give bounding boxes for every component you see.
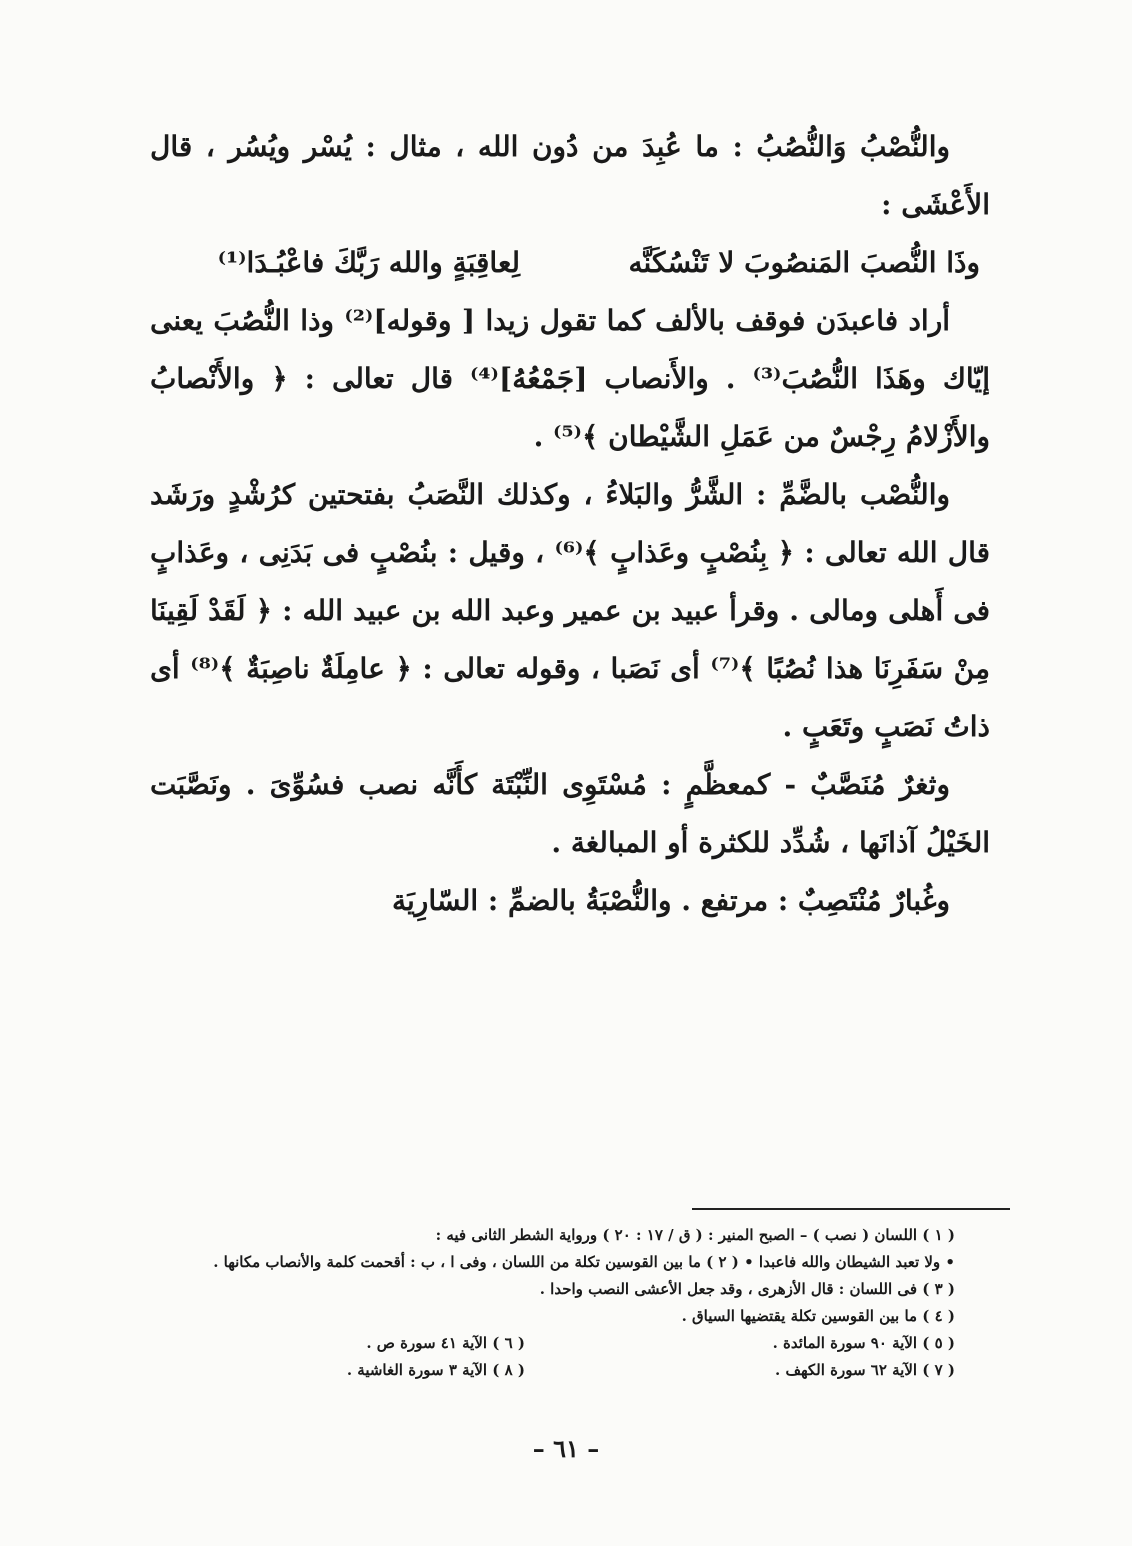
paragraph-4: وثغرٌ مُنَصَّبٌ - كمعظَّمٍ : مُسْتَوِى النِّبْتَة كأَنَّه نصب فسُوِّىَ . ونَصَّبَت الخَيْلُ آذانَها ، شُدِّد للكثرة أو المبالغة .	[150, 768, 990, 859]
verse-second-hemistich: لِعاقِبَةٍ والله رَبَّكَ فاعْبُـدَا⁽¹⁾	[217, 246, 520, 279]
footnote-8: ( ٨ ) الآية ٣ سورة الغاشية .	[346, 1361, 525, 1379]
verse-first-hemistich: وذَا النُّصبَ المَنصُوبَ لا تَنْسُكَنَّه	[628, 246, 980, 279]
footnote-divider	[692, 1208, 1010, 1210]
paragraph-5: وغُبارٌ مُنْتَصِبٌ : مرتفع . والنُّصْبَةُ بالضمِّ : السّارِيَة	[392, 884, 950, 917]
footnotes	[110, 1222, 955, 1384]
paragraph-3: والنُّصْب بالضَّمِّ : الشَّرُّ والبَلاءُ ، وكذلك النَّصَبُ بفتحتين كرُشْدٍ ورَشَد قال الله تعالى : ﴿ بِنُصْبٍ وعَذابٍ ﴾⁽⁶⁾ ، وقيل : بنُصْبٍ فى بَدَنِى ، وعَذابٍ فى أَهلى ومالى . وقرأ عبيد بن عمير وعبد الله بن عبيد الله : ﴿ لَقَدْ لَقِينَا مِنْ سَفَرِنَا هذا نُصُبًا ﴾⁽⁷⁾ أى نَصَبا ، وقوله تعالى : ﴿ عامِلَةٌ ناصِبَةٌ ﴾⁽⁸⁾ أى ذاتُ نَصَبٍ وتَعَبٍ .	[150, 478, 990, 743]
footnote-3: ( ٣ ) فى اللسان : قال الأزهرى ، وقد جعل الأعشى النصب واحدا .	[539, 1280, 955, 1298]
main-text	[150, 118, 990, 930]
footnote-row-5-6	[110, 1330, 955, 1357]
footnote-6: ( ٦ ) الآية ٤١ سورة ص .	[366, 1334, 525, 1352]
footnote-5: ( ٥ ) الآية ٩٠ سورة المائدة .	[772, 1334, 955, 1352]
footnote-7: ( ٧ ) الآية ٦٢ سورة الكهف .	[775, 1361, 955, 1379]
paragraph-1: والنُّصْبُ وَالنُّصُبُ : ما عُبِدَ من دُون الله ، مثال : يُسْر ويُسُر ، قال الأَعْشَى :	[150, 130, 990, 221]
footnote-1: ( ١ ) اللسان ( نصب ) – الصبح المنير : ( ق / ١٧ : ٢٠ ) ورواية الشطر الثانى فيه :	[435, 1226, 955, 1244]
footnote-4: ( ٤ ) ما بين القوسين تكلة يقتضيها السياق .	[681, 1307, 955, 1325]
page-number: – ٦١ –	[532, 1434, 600, 1463]
paragraph-2: أراد فاعبدَن فوقف بالألف كما تقول زيدا [ وقوله]⁽²⁾ وذا النُّصُبَ يعنى إيّاك وهَذَا النُّصُبَ⁽³⁾ . والأَنصاب [جَمْعُهُ]⁽⁴⁾ قال تعالى : ﴿ والأَنْصابُ والأَزْلامُ رِجْسٌ من عَمَلِ الشَّيْطان ﴾⁽⁵⁾ .	[150, 304, 990, 453]
footnote-1-verse-and-2: • ولا تعبد الشيطان والله فاعبدا • ( ٢ ) ما بين القوسين تكلة من اللسان ، وفى ا ، ب : أقحمت كلمة والأنصاب مكانها .	[213, 1253, 955, 1271]
poetry-verse	[150, 234, 990, 292]
footnote-row-7-8	[110, 1357, 955, 1384]
